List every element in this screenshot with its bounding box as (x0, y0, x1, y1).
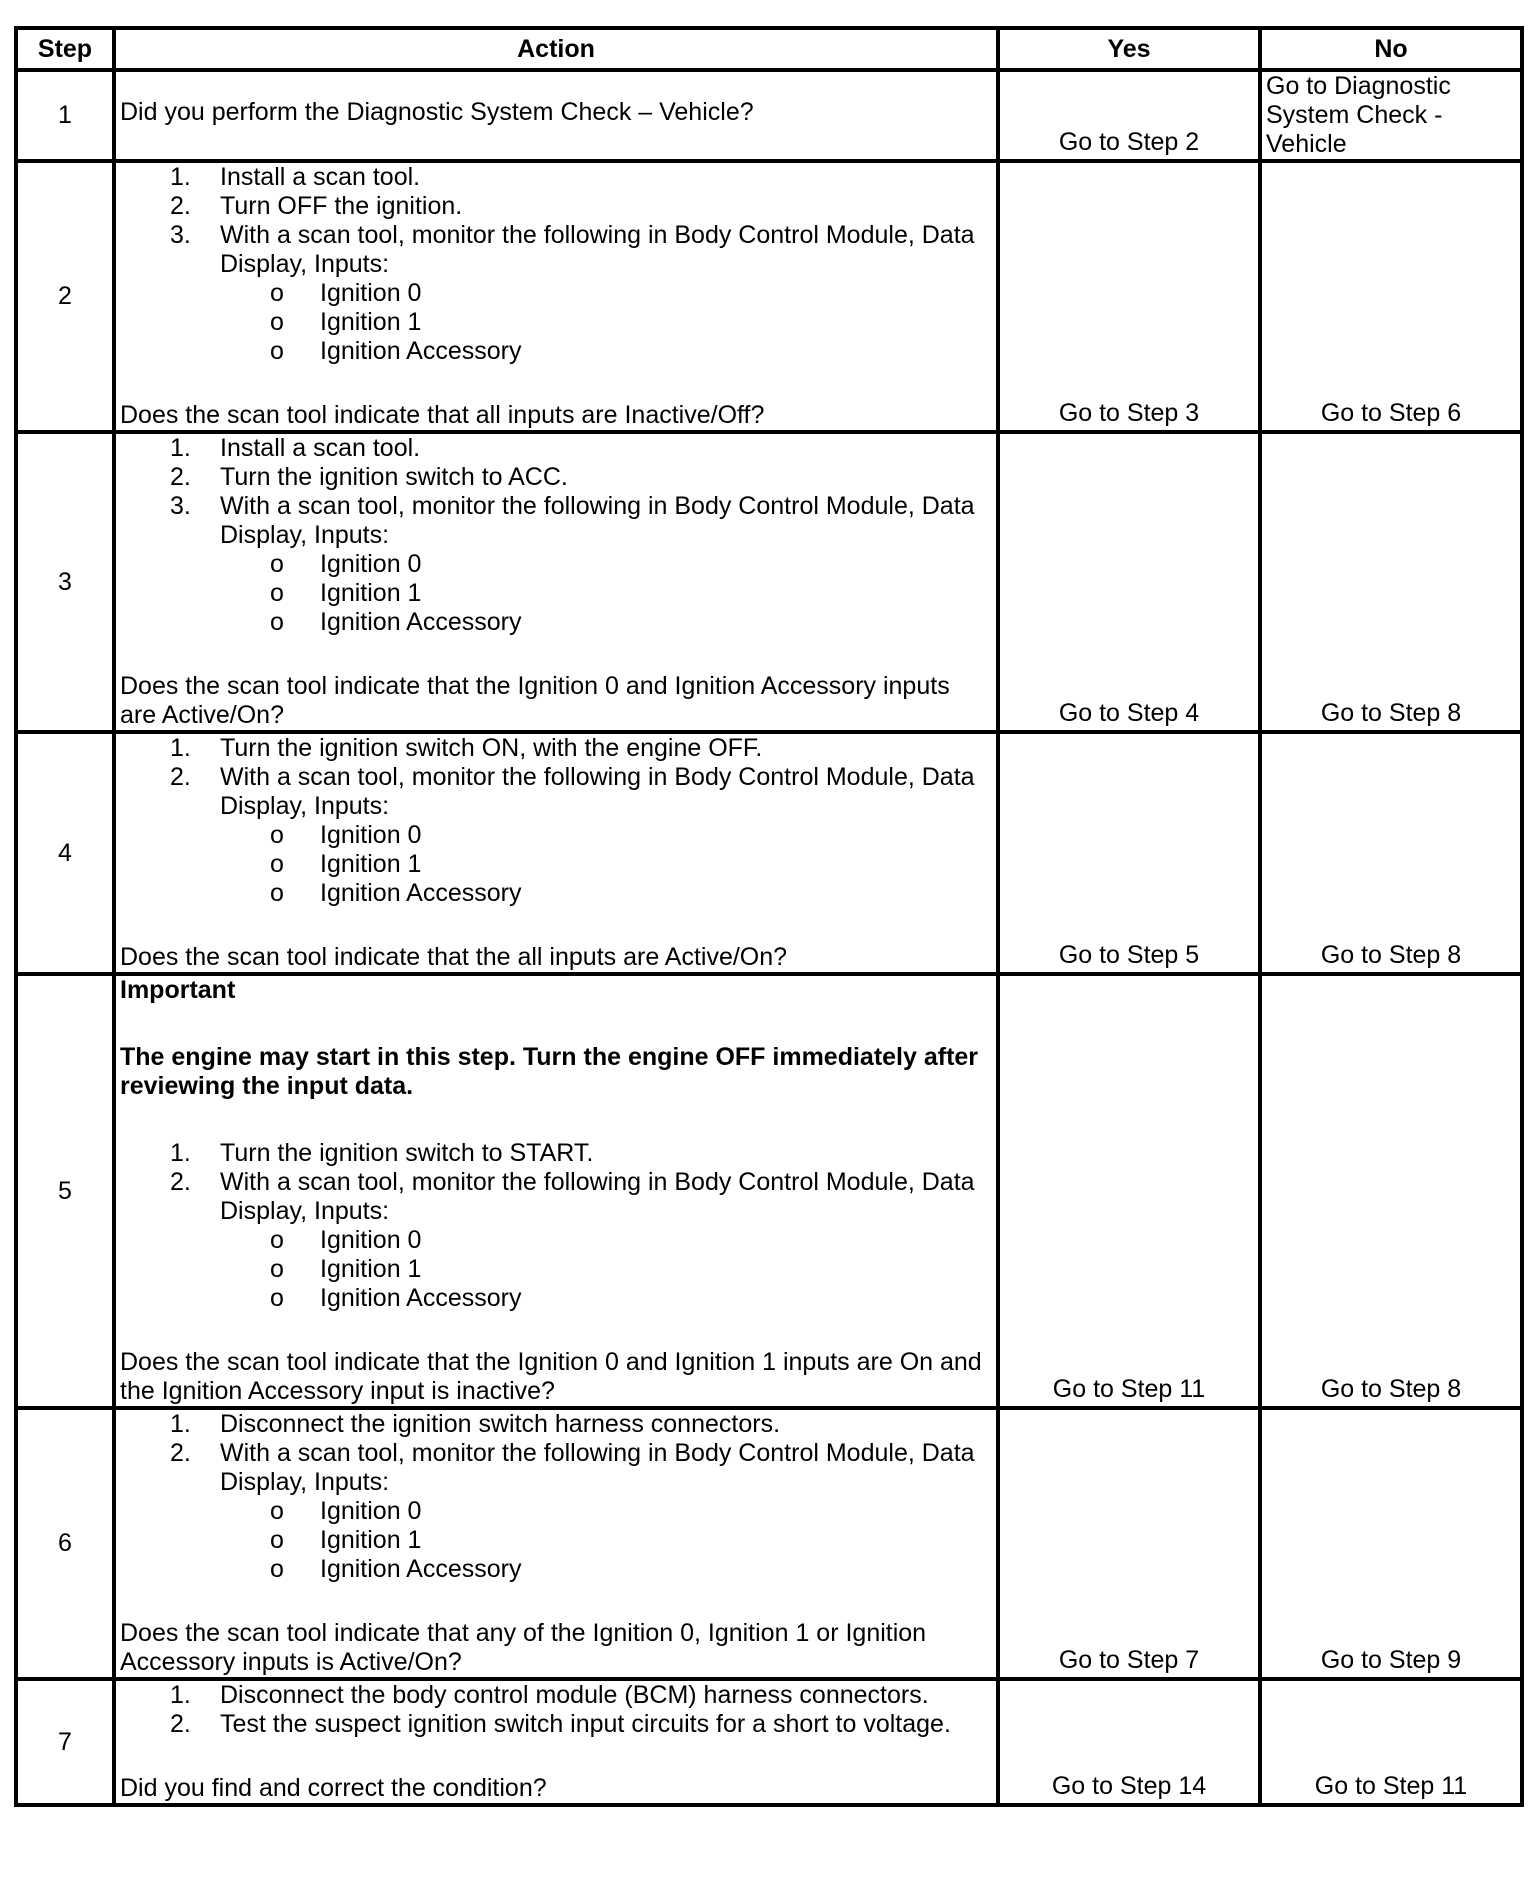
input-list (120, 550, 992, 637)
input-name: Ignition 1 (320, 308, 422, 336)
bullet-icon: o (270, 879, 284, 907)
item-text: With a scan tool, monitor the following in Body Control Module, Data Display, Inputs: (220, 221, 975, 278)
action-question: Does the scan tool indicate that any of the Ignition 0, Ignition 1 or Ignition Accessory inputs is Active/On? (120, 1619, 927, 1676)
procedure-list (120, 1139, 992, 1226)
item-text: Disconnect the ignition switch harness connectors. (220, 1410, 781, 1438)
action-cell (114, 732, 998, 974)
table-row (16, 161, 1522, 432)
yes-result: Go to Step 11 (998, 974, 1260, 1408)
item-number: 3. (170, 221, 191, 249)
input-name: Ignition 1 (320, 1526, 422, 1554)
no-result: Go to Step 9 (1260, 1408, 1522, 1679)
table-row (16, 432, 1522, 732)
procedure-item (120, 463, 992, 492)
item-text: With a scan tool, monitor the following in Body Control Module, Data Display, Inputs: (220, 763, 975, 820)
step-number: 4 (16, 732, 114, 974)
table-row (16, 70, 1522, 161)
item-text: With a scan tool, monitor the following in Body Control Module, Data Display, Inputs: (220, 492, 975, 549)
step-number: 2 (16, 161, 114, 432)
procedure-item (120, 1139, 992, 1168)
input-item (120, 1555, 992, 1584)
input-name: Ignition Accessory (320, 608, 522, 636)
input-item (120, 1497, 992, 1526)
no-result: Go to Step 8 (1260, 732, 1522, 974)
bullet-icon: o (270, 1226, 284, 1254)
action-question: Did you find and correct the condition? (120, 1774, 547, 1802)
action-cell (114, 70, 998, 161)
table-row (16, 1408, 1522, 1679)
input-item (120, 879, 992, 908)
no-result: Go to Step 8 (1260, 432, 1522, 732)
step-number: 3 (16, 432, 114, 732)
procedure-item (120, 1439, 992, 1497)
bullet-icon: o (270, 550, 284, 578)
input-name: Ignition 1 (320, 1255, 422, 1283)
item-number: 1. (170, 434, 191, 462)
step-number: 7 (16, 1679, 114, 1805)
input-name: Ignition Accessory (320, 1555, 522, 1583)
item-number: 2. (170, 192, 191, 220)
procedure-item (120, 1410, 992, 1439)
input-name: Ignition 0 (320, 1226, 422, 1254)
table-row (16, 732, 1522, 974)
item-number: 3. (170, 492, 191, 520)
procedure-list (120, 1681, 992, 1739)
blank-line (120, 1005, 992, 1043)
header-yes: Yes (998, 28, 1260, 70)
bullet-icon: o (270, 279, 284, 307)
item-text: Turn the ignition switch ON, with the engine OFF. (220, 734, 763, 762)
input-item (120, 279, 992, 308)
bullet-icon: o (270, 308, 284, 336)
action-question: Does the scan tool indicate that the all inputs are Active/On? (120, 943, 788, 971)
important-text: The engine may start in this step. Turn the engine OFF immediately after reviewing the input data. (120, 1043, 979, 1100)
procedure-item (120, 1168, 992, 1226)
action-question: Does the scan tool indicate that the Ignition 0 and Ignition Accessory inputs are Active/On? (120, 672, 950, 729)
diagnostic-table (14, 26, 1524, 1807)
important-label: Important (120, 976, 236, 1004)
item-number: 2. (170, 1710, 191, 1738)
input-item (120, 579, 992, 608)
yes-result: Go to Step 7 (998, 1408, 1260, 1679)
input-name: Ignition 1 (320, 579, 422, 607)
input-list (120, 279, 992, 366)
input-name: Ignition Accessory (320, 337, 522, 365)
yes-result: Go to Step 3 (998, 161, 1260, 432)
bullet-icon: o (270, 850, 284, 878)
input-list (120, 1497, 992, 1584)
action-question: Did you perform the Diagnostic System Check – Vehicle? (120, 98, 754, 126)
bullet-icon: o (270, 1255, 284, 1283)
item-number: 1. (170, 163, 191, 191)
table-row (16, 974, 1522, 1408)
step-number: 6 (16, 1408, 114, 1679)
procedure-item (120, 192, 992, 221)
yes-result: Go to Step 14 (998, 1679, 1260, 1805)
action-question: Does the scan tool indicate that the Ignition 0 and Ignition 1 inputs are On and the Ignition Accessory input is inactive? (120, 1348, 982, 1405)
procedure-item (120, 1681, 992, 1710)
item-text: Test the suspect ignition switch input circuits for a short to voltage. (220, 1710, 951, 1738)
item-text: Turn OFF the ignition. (220, 192, 463, 220)
procedure-list (120, 1410, 992, 1497)
header-action: Action (114, 28, 998, 70)
input-name: Ignition 1 (320, 850, 422, 878)
bullet-icon: o (270, 821, 284, 849)
bullet-icon: o (270, 1497, 284, 1525)
blank-line (120, 1101, 992, 1139)
procedure-item (120, 734, 992, 763)
no-result: Go to Diagnostic System Check - Vehicle (1260, 70, 1522, 161)
procedure-item (120, 1710, 992, 1739)
input-name: Ignition 0 (320, 821, 422, 849)
procedure-item (120, 163, 992, 192)
item-text: Disconnect the body control module (BCM) harness connectors. (220, 1681, 929, 1709)
item-text: Turn the ignition switch to ACC. (220, 463, 568, 491)
input-item (120, 850, 992, 879)
header-no: No (1260, 28, 1522, 70)
action-cell (114, 1679, 998, 1805)
item-number: 2. (170, 463, 191, 491)
input-name: Ignition 0 (320, 1497, 422, 1525)
procedure-list (120, 734, 992, 821)
procedure-item (120, 763, 992, 821)
input-item (120, 1526, 992, 1555)
no-result: Go to Step 8 (1260, 974, 1522, 1408)
input-item (120, 1255, 992, 1284)
no-result: Go to Step 6 (1260, 161, 1522, 432)
action-cell (114, 974, 998, 1408)
input-item (120, 337, 992, 366)
header-row (16, 28, 1522, 70)
item-number: 1. (170, 1139, 191, 1167)
item-text: With a scan tool, monitor the following in Body Control Module, Data Display, Inputs: (220, 1168, 975, 1225)
input-item (120, 608, 992, 637)
bullet-icon: o (270, 1526, 284, 1554)
input-item (120, 821, 992, 850)
bullet-icon: o (270, 608, 284, 636)
input-item (120, 550, 992, 579)
item-number: 2. (170, 763, 191, 791)
bullet-icon: o (270, 1284, 284, 1312)
no-result: Go to Step 11 (1260, 1679, 1522, 1805)
bullet-icon: o (270, 1555, 284, 1583)
item-number: 1. (170, 734, 191, 762)
procedure-list (120, 434, 992, 550)
item-number: 1. (170, 1681, 191, 1709)
item-text: Install a scan tool. (220, 163, 421, 191)
item-text: Turn the ignition switch to START. (220, 1139, 594, 1167)
input-name: Ignition 0 (320, 279, 422, 307)
procedure-item (120, 492, 992, 550)
action-cell (114, 432, 998, 732)
input-name: Ignition Accessory (320, 879, 522, 907)
item-text: With a scan tool, monitor the following in Body Control Module, Data Display, Inputs: (220, 1439, 975, 1496)
header-step: Step (16, 28, 114, 70)
item-number: 2. (170, 1168, 191, 1196)
procedure-item (120, 434, 992, 463)
procedure-list (120, 163, 992, 279)
yes-result: Go to Step 4 (998, 432, 1260, 732)
input-item (120, 1226, 992, 1255)
step-number: 5 (16, 974, 114, 1408)
action-question: Does the scan tool indicate that all inputs are Inactive/Off? (120, 401, 765, 429)
input-item (120, 1284, 992, 1313)
item-text: Install a scan tool. (220, 434, 421, 462)
input-name: Ignition 0 (320, 550, 422, 578)
item-number: 2. (170, 1439, 191, 1467)
bullet-icon: o (270, 579, 284, 607)
input-list (120, 1226, 992, 1313)
procedure-item (120, 221, 992, 279)
bullet-icon: o (270, 337, 284, 365)
input-name: Ignition Accessory (320, 1284, 522, 1312)
yes-result: Go to Step 5 (998, 732, 1260, 974)
item-number: 1. (170, 1410, 191, 1438)
yes-result: Go to Step 2 (998, 70, 1260, 161)
step-number: 1 (16, 70, 114, 161)
action-cell (114, 161, 998, 432)
table-row (16, 1679, 1522, 1805)
action-cell (114, 1408, 998, 1679)
input-list (120, 821, 992, 908)
input-item (120, 308, 992, 337)
